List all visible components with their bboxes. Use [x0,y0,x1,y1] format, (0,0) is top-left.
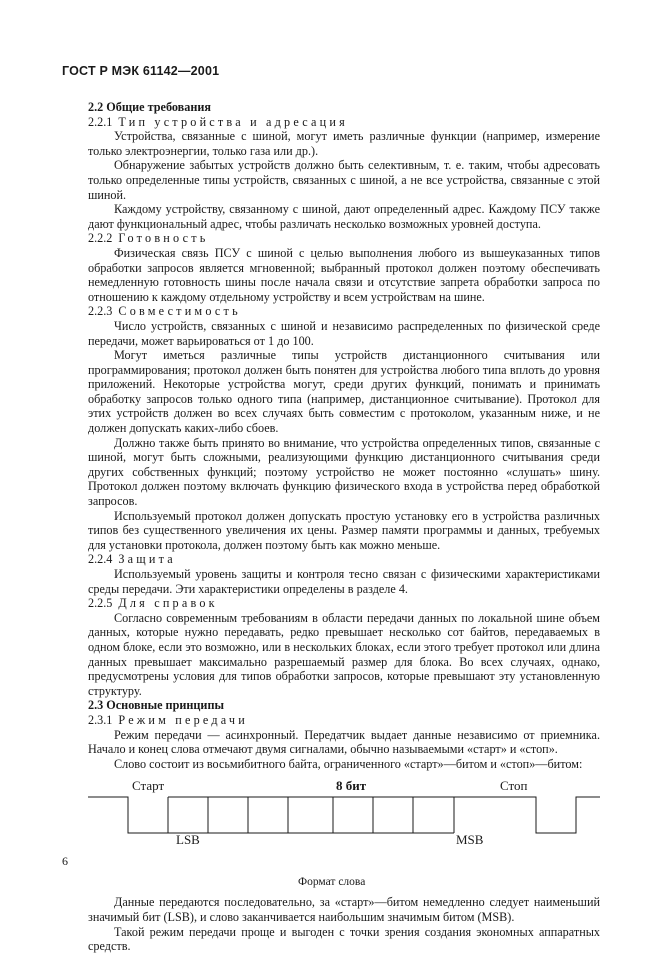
idle-high-line [88,797,168,833]
paragraph: Устройства, связанные с шиной, могут иметь различные функции (например, измерение только электроэнергии, только газа или др.). [88,129,600,158]
paragraph: Данные передаются последовательно, за «старт»—битом немедленно следует наименьший значимый бит (LSB), и слово заканчивается наибольшим значимым битом (MSB). [88,895,600,924]
paragraph: Каждому устройству, связанному с шиной, дают определенный адрес. Каждому ПСУ также дают функциональный адрес, чтобы различать несколько возможных уровней доступа. [88,202,600,231]
document-header: ГОСТ Р МЭК 61142—2001 [62,64,220,78]
diagram-caption: Формат слова [298,876,366,889]
section-title-2-3: 2.3 Основные принципы [88,698,224,713]
subsection-2-2-5 [88,596,600,611]
subsection-number: 2.2.4 [88,552,113,567]
subsection-number: 2.2.3 [88,304,113,319]
paragraph: Число устройств, связанных с шиной и независимо распределенных по физической среде передачи, может варьироваться от 1 до 100. [88,318,600,348]
paragraph: Такой режим передачи проще и выгоден с точки зрения создания экономных аппаратных средств. [88,924,600,954]
paragraph: Режим передачи — асинхронный. Передатчик выдает данные независимо от приемника. Начало и конец слова отмечают двумя сигналами, обычно называемыми «старт» и «стоп». [88,727,600,757]
data-bits-label: 8 бит [336,778,367,794]
subsection-title: Тип устройства и адресация [118,114,348,129]
start-bit-label: Старт [132,778,165,794]
subsection-number: 2.3.1 [88,712,113,727]
paragraph: Слово состоит из восьмибитного байта, ограниченного «старт»—битом и «стоп»—битом: [114,756,583,771]
subsection-number: 2.2.5 [88,596,113,611]
subsection-2-2-3 [88,304,600,319]
paragraph: Используемый уровень защиты и контроля тесно связан с физическими характеристиками среды передачи. Эти характеристики определены в разделе 4. [88,567,600,596]
paragraph: Используемый протокол должен допускать простую установку его в устройства различных типов без существенного увеличения их цены. Размер памяти программы и данных, требуемых для установки протокола, должен поэтому быть как можно меньше. [88,508,600,552]
subsection-title: Для справок [118,596,218,611]
subsection-2-2-1 [88,115,600,130]
subsection-title: Готовность [118,231,209,246]
subsection-number: 2.2.2 [88,231,113,246]
subsection-title: Совместимость [118,304,241,319]
subsection-2-2-2 [88,231,600,246]
page-number: 6 [62,854,68,868]
lsb-label: LSB [176,832,200,848]
document-body [88,100,600,954]
subsection-2-2-4 [88,552,600,567]
subsection-number: 2.2.1 [88,114,113,129]
msb-label: MSB [456,832,484,848]
word-format-diagram [88,777,600,895]
subsection-title: Защита [118,552,176,567]
subsection-2-3-1 [88,713,600,728]
paragraph: Обнаружение забытых устройств должно быть селективным, т. е. таким, чтобы адресовать только определенные типы устройств, связанных с шиной, а не все устройства, связанные с этой шиной. [88,158,600,202]
paragraph: Согласно современным требованиям в области передачи данных по локальной шине объем данных, которые нужно передавать, редко превышает несколько сот байтов, передаваемых в одном блоке, если это возможно, или в нескольких блоках, если этого требует протокол или длина данных превышает максимально разрешаемый размер для блока. Во всех случаях, однако, предусмотрены условия для типов обработки запросов, которые превышают эту установленную структуру. [88,610,600,698]
paragraph: Должно также быть принято во внимание, что устройства определенных типов, связанные с шиной, могут быть сложными, реализующими функцию дистанционного считывания среди других собственных функций; поэтому устройство не может постоянно «слушать» шину. Протокол должен поэтому включать функцию физического входа в устройства перед обработкой запросов. [88,435,600,509]
stop-bit-line [454,797,600,833]
section-title-2-2: 2.2 Общие требования [88,100,211,114]
stop-bit-label: Стоп [500,778,528,794]
subsection-title: Режим передачи [118,712,248,727]
bit-timing-waveform [88,795,600,835]
paragraph: Могут иметься различные типы устройств дистанционного считывания или программирования; протокол должен быть понятен для устройства любого типа вплоть до уровня приложений. Некоторые устройства могут, среди других функций, понимать и принимать обработку запросов только одного типа (например, дистанционное считывание). Протокол для этих устройств должен во всех случаях быть совместим с протоколом, указанным ниже, и не должен допускать каких-либо сбоев. [88,348,600,436]
paragraph: Физическая связь ПСУ с шиной с целью выполнения любого из вышеуказанных типов обработки запросов является мгновенной; выбранный протокол должен поэтому обеспечивать немедленную готовность шины после начала связи и отсутствие запрета обработки запроса по отношению к каждому отдельному устройству и всем устройствам на шине. [88,245,600,304]
